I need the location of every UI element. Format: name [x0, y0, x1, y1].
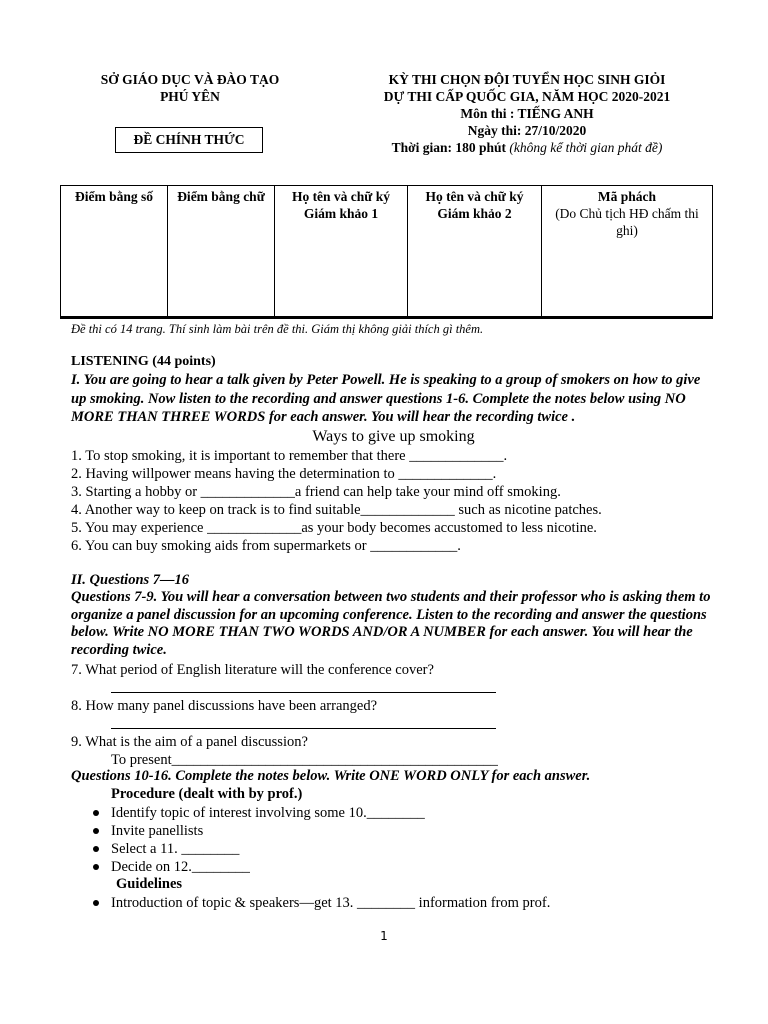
department-name	[80, 71, 300, 105]
official-exam-label: ĐỀ CHÍNH THỨC	[115, 127, 263, 153]
list-item: 2. Having willpower means having the determination to _____________.	[71, 466, 497, 482]
question-7: 7. What period of English literature will the conference cover?	[71, 662, 434, 678]
question-9-answer: To present_____________________________________________	[111, 752, 498, 768]
answer-line-7	[111, 692, 496, 693]
exam-header	[362, 71, 692, 156]
exam-subject: Môn thi : TIẾNG ANH	[460, 106, 594, 121]
questions-10-16-instructions: Questions 10-16. Complete the notes below. Write ONE WORD ONLY for each answer.	[71, 768, 591, 784]
duration-label: Thời gian: 180 phút	[391, 140, 506, 155]
province-line: PHÚ YÊN	[160, 89, 220, 104]
question-8: 8. How many panel discussions have been arranged?	[71, 698, 378, 714]
list-item: 1. To stop smoking, it is important to remember that there _____________.	[71, 448, 508, 464]
section-heading: LISTENING (44 points)	[71, 354, 216, 369]
procedure-heading: Procedure (dealt with by prof.)	[111, 786, 303, 802]
score-number-cell	[61, 186, 168, 318]
exam-subtitle: DỰ THI CẤP QUỐC GIA, NĂM HỌC 2020-2021	[383, 89, 671, 104]
list-item: Introduction of topic & speakers—get 13. ________ information from prof.	[71, 894, 711, 912]
list-item: 5. You may experience _____________as your body becomes accustomed to less nicotine.	[71, 520, 597, 536]
exam-duration	[362, 139, 692, 156]
code-note: (Do Chủ tịch HĐ chấm thi ghi)	[555, 206, 699, 238]
score-words-cell	[168, 186, 275, 318]
exam-title: KỲ THI CHỌN ĐỘI TUYỂN HỌC SINH GIỎI	[388, 72, 666, 87]
department-line: SỞ GIÁO DỤC VÀ ĐÀO TẠO	[100, 72, 280, 87]
page-number: 1	[380, 929, 388, 943]
list-item: 3. Starting a hobby or _____________a friend can help take your mind off smoking.	[71, 484, 561, 500]
column-header: Họ tên và chữ ký Giám khảo 1	[291, 189, 391, 221]
examiner-2-cell	[408, 186, 542, 318]
exam-date: Ngày thi: 27/10/2020	[467, 123, 587, 138]
part2-instructions: Questions 7-9. You will hear a conversation between two students and their professor who is asking them to organize a panel discussion for an upcoming conference. Listen to the recording and answer the questions below. Write NO MORE THAN TWO WORDS AND/OR A NUMBER for each answer. You will hear the recording twice.	[71, 589, 711, 658]
duration-note: (không kể thời gian phát đề)	[509, 140, 663, 155]
question-9: 9. What is the aim of a panel discussion?	[71, 734, 308, 750]
list-item: Decide on 12.________	[71, 858, 711, 876]
part2-heading: II. Questions 7—16	[71, 572, 190, 588]
procedure-list	[71, 804, 711, 876]
candidate-code-cell	[542, 186, 713, 318]
list-item: Select a 11. ________	[71, 840, 711, 858]
table-row	[61, 186, 713, 318]
list-item: Invite panellists	[71, 822, 711, 840]
score-table	[60, 185, 713, 319]
guidelines-list	[71, 894, 711, 912]
list-item: Identify topic of interest involving some 10.________	[71, 804, 711, 822]
column-header: Họ tên và chữ ký Giám khảo 2	[425, 189, 524, 221]
list-item: 6. You can buy smoking aids from supermarkets or ____________.	[71, 538, 461, 554]
examiner-1-cell	[275, 186, 408, 318]
part1-instructions: I. You are going to hear a talk given by Peter Powell. He is speaking to a group of smokers on how to give up smoking. Now listen to the recording and answer questions 1-6. Complete the notes below using NO MORE THAN THREE WORDS for each answer. You will hear the recording twice .	[71, 372, 701, 425]
exam-note: Đề thi có 14 trang. Thí sinh làm bài trên đề thi. Giám thị không giải thích gì thêm.	[71, 322, 484, 336]
column-header: Điểm bằng chữ	[177, 189, 265, 204]
guidelines-heading: Guidelines	[116, 876, 183, 892]
column-header: Điểm bằng số	[74, 189, 153, 204]
list-item: 4. Another way to keep on track is to find suitable_____________ such as nicotine patches.	[71, 502, 602, 518]
column-header: Mã phách	[597, 189, 657, 204]
part1-list	[71, 447, 731, 555]
part1-title: Ways to give up smoking	[312, 428, 475, 445]
answer-line-8	[111, 728, 496, 729]
